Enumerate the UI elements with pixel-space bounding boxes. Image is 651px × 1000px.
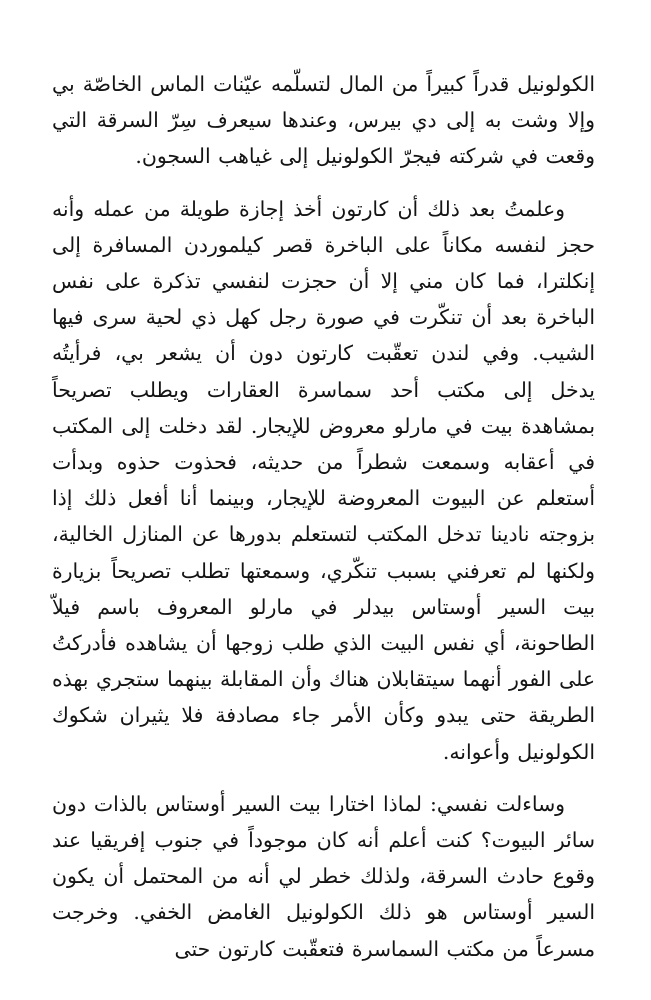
paragraph: وعلمتُ بعد ذلك أن كارتون أخذ إجازة طويلة من عمله وأنه حجز لنفسه مكاناً على الباخرة قصر كيلموردن المسافرة إلى إنكلترا، فما كان مني إلا أن حجزت لنفسي تذكرة على نفس الباخرة بعد أن تنكّرت في صورة رجل كهل ذي لحية سرى فيها الشيب. وفي لندن تعقّبت كارتون دون أن يشعر بي، فرأيتُه يدخل إلى مكتب أحد سماسرة العقارات ويطلب تصريحاً بمشاهدة بيت في مارلو معروض للإيجار. لقد دخلت إلى المكتب في أعقابه وسمعت شطراً من حديثه، فحذوت حذوه وبدأت أستعلم عن البيوت المعروضة للإيجار، وبينما أنا أفعل ذلك إذا بزوجته نادينا تدخل المكتب لتستعلم بدورها عن المنازل الخالية، ولكنها لم تعرفني بسبب تنكّري، وسمعتها تطلب تصريحاً بزيارة بيت السير أوستاس بيدلر في مارلو المعروف باسم فيلاّ الطاحونة، أي نفس البيت الذي طلب زوجها أن يشاهده فأدركتُ على الفور أنهما سيتقابلان هناك وأن المقابلة بينهما ستجري بهذه الطريقة حتى يبدو وكأن الأمر جاء مصادفة فلا يثيران شكوك الكولونيل وأعوانه. xyxy=(52,196,595,764)
paragraph-continued: الكولونيل قدراً كبيراً من المال لتسلّمه عيّنات الماس الخاصّة بي وإلا وشت به إلى دي بيرس، وعندها سيعرف سِرّ السرقة التي وقعت في شركته فيجرّ الكولونيل إلى غياهب السجون. xyxy=(52,72,595,169)
paragraph: وساءلت نفسي: لماذا اختارا بيت السير أوستاس بالذات دون سائر البيوت؟ كنت أعلم أنه كان موجوداً في جنوب إفريقيا عند وقوع حادث السرقة، ولذلك خطر لي أنه من المحتمل أن يكون السير أوستاس هو ذلك الكولونيل الغامض الخفي. وخرجت مسرعاً من مكتب السماسرة فتعقّبت كارتون حتى xyxy=(52,791,595,961)
